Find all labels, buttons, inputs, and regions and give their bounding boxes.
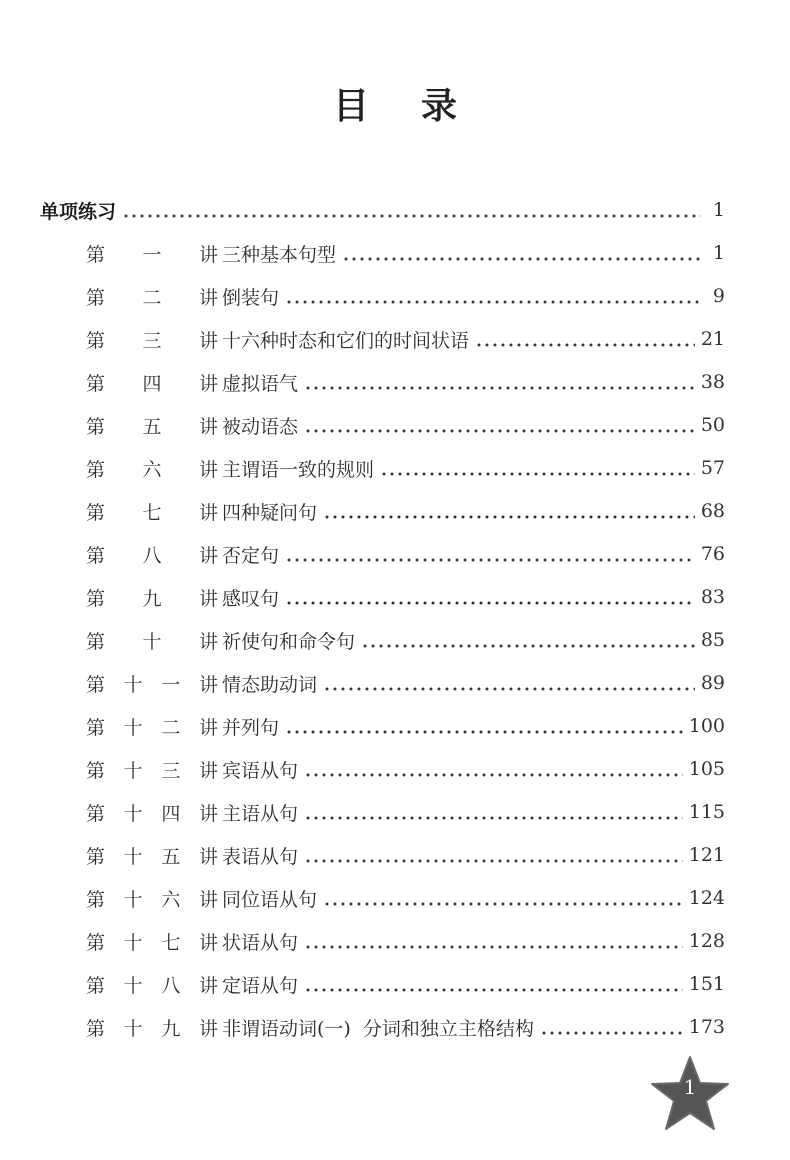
entry-title: 虚拟语气: [222, 372, 299, 395]
section-label: 单项练习: [40, 200, 117, 223]
lecture-number-char: 第: [86, 673, 106, 696]
entry-title: 十六种时态和它们的时间状语: [222, 329, 470, 352]
dot-leader: [540, 1017, 683, 1037]
lecture-number: [86, 799, 218, 826]
lecture-number-char: 四: [161, 802, 181, 825]
page-number: 85: [700, 629, 725, 651]
page-number: 121: [688, 844, 725, 866]
lecture-number-char: 讲: [198, 243, 218, 266]
lecture-number-char: 讲: [198, 845, 218, 868]
dot-leader: [304, 372, 695, 392]
entry-title: 同位语从句: [222, 888, 318, 911]
toc-entry[interactable]: [86, 405, 725, 445]
page-number: 38: [700, 371, 725, 393]
lecture-number-char: 第: [86, 1017, 106, 1040]
lecture-number-char: 讲: [198, 329, 218, 352]
toc-entry[interactable]: [86, 319, 725, 359]
lecture-number-char: 讲: [198, 759, 218, 782]
entry-title: 感叹句: [222, 587, 280, 610]
page-number: 151: [688, 973, 725, 995]
lecture-number-char: 讲: [198, 544, 218, 567]
page-number: 68: [700, 500, 725, 522]
toc-entry[interactable]: [86, 362, 725, 402]
lecture-number-char: 第: [86, 630, 106, 653]
dot-leader: [304, 931, 683, 951]
lecture-number-char: 讲: [198, 802, 218, 825]
lecture-number-char: 五: [161, 845, 181, 868]
lecture-number-char: 讲: [198, 372, 218, 395]
page-number: 105: [688, 758, 725, 780]
dot-leader: [285, 587, 695, 607]
lecture-number-char: 九: [142, 587, 162, 610]
lecture-number-char: 十: [123, 888, 143, 911]
lecture-number-char: 十: [142, 630, 162, 653]
lecture-number-char: 第: [86, 888, 106, 911]
entry-title: 主语从句: [222, 802, 299, 825]
lecture-number-char: 十: [123, 1017, 143, 1040]
lecture-number: [86, 498, 218, 525]
dot-leader: [304, 974, 683, 994]
page-number: 115: [688, 801, 725, 823]
page-number-badge: [650, 1053, 730, 1133]
entry-title: 主谓语一致的规则: [222, 458, 375, 481]
lecture-number-char: 第: [86, 974, 106, 997]
entry-title: 并列句: [222, 716, 280, 739]
lecture-number: [86, 455, 218, 482]
lecture-number-char: 讲: [198, 501, 218, 524]
lecture-number: [86, 885, 218, 912]
lecture-number-char: 一: [161, 673, 181, 696]
lecture-number-char: 第: [86, 716, 106, 739]
lecture-number-char: 十: [123, 759, 143, 782]
lecture-number: [86, 240, 218, 267]
entry-title: 非谓语动词(一) 分词和独立主格结构: [222, 1017, 534, 1040]
lecture-number-char: 第: [86, 286, 106, 309]
lecture-number: [86, 584, 218, 611]
entry-title: 四种疑问句: [222, 501, 318, 524]
entry-title: 表语从句: [222, 845, 299, 868]
page-number: 100: [688, 715, 725, 737]
lecture-number-char: 第: [86, 372, 106, 395]
dot-leader: [304, 802, 683, 822]
page-number: 50: [700, 414, 725, 436]
dot-leader: [380, 458, 695, 478]
lecture-number-char: 第: [86, 845, 106, 868]
toc-entry[interactable]: [86, 792, 725, 832]
lecture-number-char: 讲: [198, 931, 218, 954]
lecture-number-char: 六: [161, 888, 181, 911]
lecture-number-char: 十: [123, 931, 143, 954]
lecture-number-char: 八: [142, 544, 162, 567]
lecture-number-char: 二: [161, 716, 181, 739]
lecture-number-char: 十: [123, 716, 143, 739]
lecture-number: [86, 928, 218, 955]
lecture-number-char: 讲: [198, 587, 218, 610]
lecture-number: [86, 971, 218, 998]
toc-entry[interactable]: [86, 577, 725, 617]
page-number: 128: [688, 930, 725, 952]
lecture-number-char: 六: [142, 458, 162, 481]
lecture-number: [86, 326, 218, 353]
lecture-number-char: 二: [142, 286, 162, 309]
lecture-number: [86, 670, 218, 697]
entry-title: 祈使句和命令句: [222, 630, 356, 653]
lecture-number: [86, 1014, 218, 1041]
lecture-number-char: 十: [123, 802, 143, 825]
toc-section-heading[interactable]: [40, 190, 725, 230]
dot-leader: [323, 888, 683, 908]
lecture-number-char: 三: [142, 329, 162, 352]
lecture-number-char: 第: [86, 243, 106, 266]
page-number: 89: [700, 672, 725, 694]
lecture-number-char: 讲: [198, 630, 218, 653]
dot-leader: [323, 501, 695, 521]
toc-entry[interactable]: [86, 964, 725, 1004]
lecture-number-char: 讲: [198, 415, 218, 438]
dot-leader: [285, 286, 701, 306]
lecture-number-char: 第: [86, 458, 106, 481]
entry-title: 被动语态: [222, 415, 299, 438]
entry-title: 定语从句: [222, 974, 299, 997]
dot-leader: [304, 845, 683, 865]
lecture-number-char: 第: [86, 587, 106, 610]
toc-entry[interactable]: [86, 878, 725, 918]
lecture-number-char: 十: [123, 845, 143, 868]
page-number: 173: [688, 1016, 725, 1038]
lecture-number-char: 第: [86, 329, 106, 352]
lecture-number-char: 第: [86, 415, 106, 438]
toc-entry[interactable]: [86, 835, 725, 875]
lecture-number-char: 讲: [198, 673, 218, 696]
lecture-number-char: 十: [123, 974, 143, 997]
page-title: 目录: [332, 85, 509, 127]
toc-entry[interactable]: [86, 276, 725, 316]
page-number: 76: [700, 543, 725, 565]
lecture-number-char: 一: [142, 243, 162, 266]
dot-leader: [323, 673, 695, 693]
page-number: 57: [700, 457, 725, 479]
lecture-number-char: 第: [86, 802, 106, 825]
toc-entry[interactable]: [86, 491, 725, 531]
entry-title: 三种基本句型: [222, 243, 337, 266]
page-number: 83: [700, 586, 725, 608]
lecture-number: [86, 412, 218, 439]
lecture-number-char: 七: [161, 931, 181, 954]
lecture-number-char: 三: [161, 759, 181, 782]
page-number: 21: [700, 328, 725, 350]
lecture-number-char: 七: [142, 501, 162, 524]
dot-leader: [304, 759, 683, 779]
page-number: 1: [712, 242, 725, 264]
lecture-number: [86, 713, 218, 740]
lecture-number-char: 四: [142, 372, 162, 395]
page-number: 9: [712, 285, 725, 307]
toc-entry[interactable]: [86, 448, 725, 488]
lecture-number-char: 讲: [198, 458, 218, 481]
dot-leader: [122, 200, 701, 220]
lecture-number-char: 第: [86, 759, 106, 782]
lecture-number: [86, 369, 218, 396]
page-number: 1: [712, 199, 725, 221]
lecture-number-char: 讲: [198, 286, 218, 309]
dot-leader: [342, 243, 701, 263]
entry-title: 状语从句: [222, 931, 299, 954]
lecture-number: [86, 283, 218, 310]
lecture-number-char: 八: [161, 974, 181, 997]
page-number-label: 1: [683, 1075, 697, 1099]
lecture-number-char: 讲: [198, 716, 218, 739]
page-number: 124: [688, 887, 725, 909]
lecture-number-char: 第: [86, 931, 106, 954]
entry-title: 否定句: [222, 544, 280, 567]
entry-title: 情态助动词: [222, 673, 318, 696]
lecture-number: [86, 842, 218, 869]
toc-entry[interactable]: [86, 921, 725, 961]
dot-leader: [285, 544, 695, 564]
lecture-number: [86, 541, 218, 568]
lecture-number-char: 讲: [198, 888, 218, 911]
dot-leader: [361, 630, 695, 650]
toc-entry[interactable]: [86, 706, 725, 746]
lecture-number: [86, 627, 218, 654]
toc-entry[interactable]: [86, 749, 725, 789]
lecture-number-char: 五: [142, 415, 162, 438]
dot-leader: [304, 415, 695, 435]
dot-leader: [475, 329, 695, 349]
entry-title: 倒装句: [222, 286, 280, 309]
toc-entry[interactable]: [86, 1007, 725, 1047]
toc-entry[interactable]: [86, 534, 725, 574]
lecture-number-char: 第: [86, 544, 106, 567]
lecture-number-char: 九: [161, 1017, 181, 1040]
lecture-number-char: 十: [123, 673, 143, 696]
lecture-number: [86, 756, 218, 783]
lecture-number-char: 第: [86, 501, 106, 524]
toc-entry[interactable]: [86, 233, 725, 273]
lecture-number-char: 讲: [198, 974, 218, 997]
lecture-number-char: 讲: [198, 1017, 218, 1040]
toc-entry[interactable]: [86, 620, 725, 660]
entry-title: 宾语从句: [222, 759, 299, 782]
dot-leader: [285, 716, 683, 736]
toc-entry[interactable]: [86, 663, 725, 703]
